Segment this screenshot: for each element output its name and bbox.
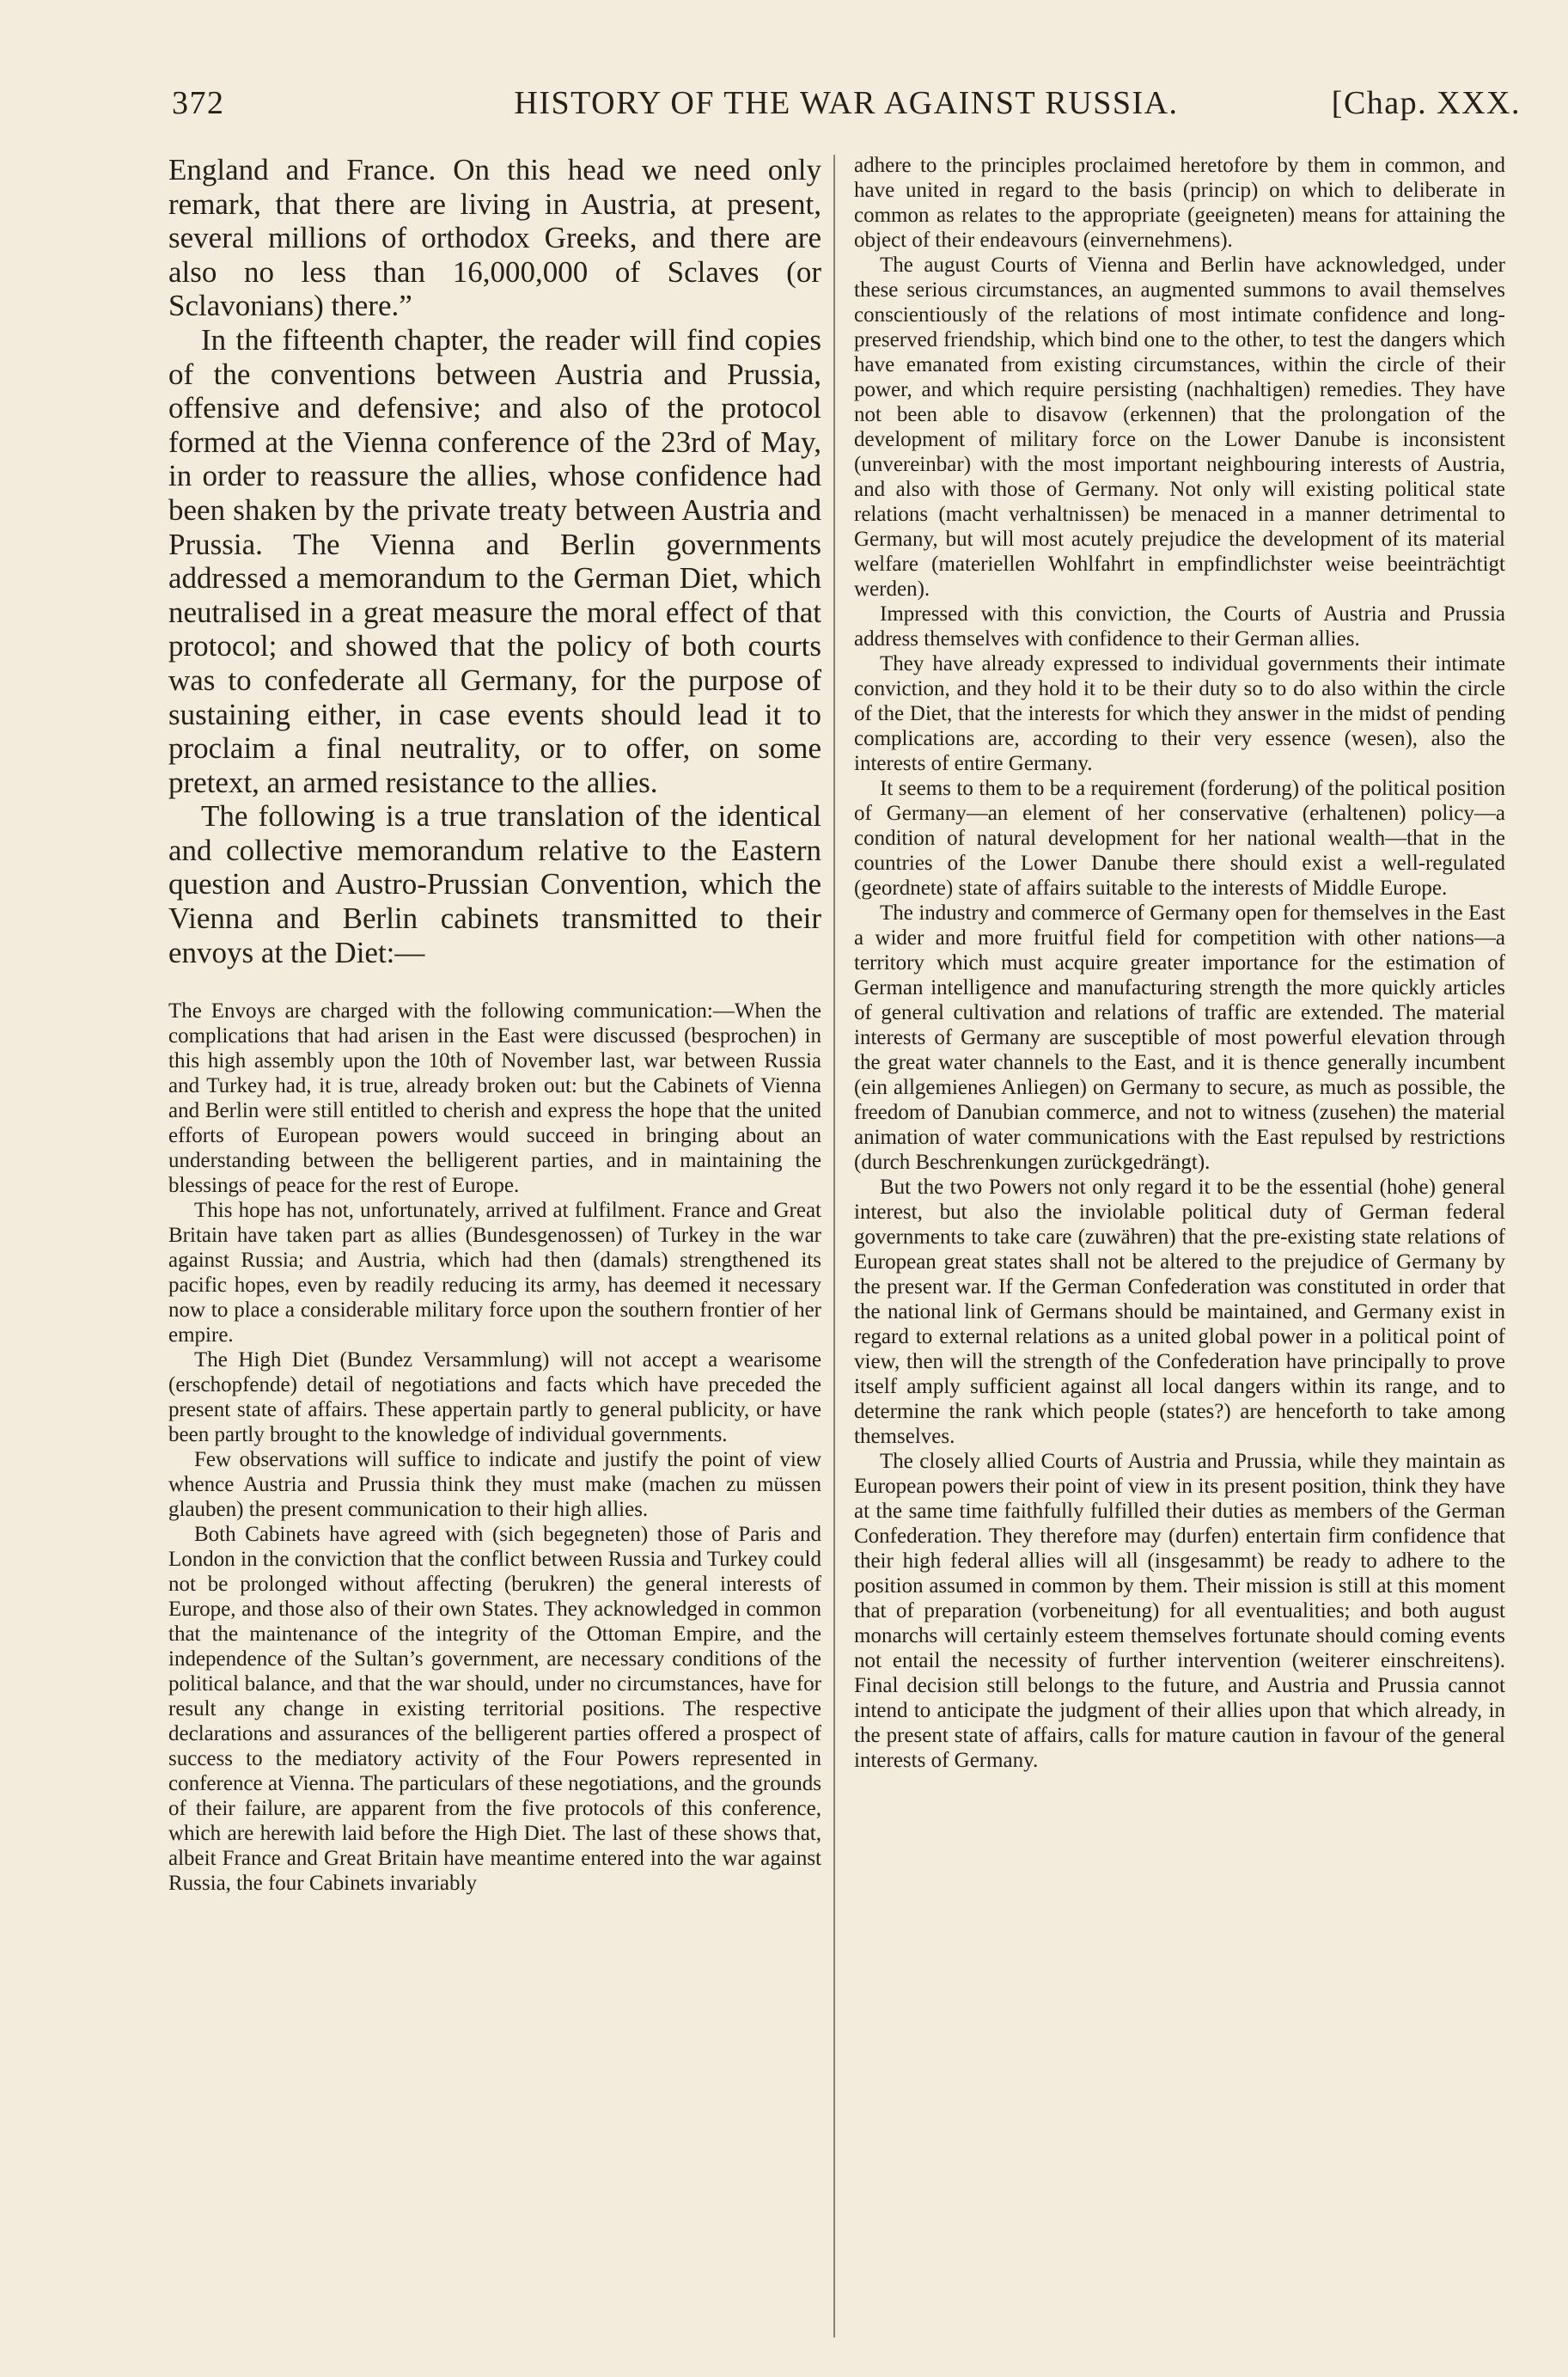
memo-paragraph: The High Diet (Bundez Versammlung) will not accept a wearisome (erschopfende) detail of negotiations and facts which have preceded the present state of affairs. These appertain partly to general publicity, or have been partly brought to the knowledge of individual governments. bbox=[168, 1348, 821, 1447]
memo-paragraph: The closely allied Courts of Austria and Prussia, while they maintain as European powers their point of view in its present position, think they have at the same time faithfully fulfilled their duties as members of the German Confederation. They therefore may (durfen) entertain firm confidence that their high federal allies will all (insgesammt) be ready to adhere to the position assumed in common by them. Their mission is still at this moment that of preparation (vorbeneitung) for all eventualities; and both august monarchs will certainly esteem themselves fortunate should coming events not entail the necessity of further intervention (weiterer einschreitens). Final decision still belongs to the future, and Austria and Prussia cannot intend to anticipate the judgment of their allies upon that which already, in the present state of affairs, calls for mature caution in favour of the general interests of Germany. bbox=[854, 1450, 1505, 1772]
column-divider bbox=[833, 155, 835, 2337]
paragraph: England and France. On this head we need only remark, that there are living in Austria, at present, several millions of orthodox Greeks, and there are also no less than 16,000,000 of Sclaves (or Sclavonians) there.” bbox=[168, 153, 821, 323]
main-text bbox=[168, 153, 821, 969]
memo-paragraph: Both Cabinets have agreed with (sich begegneten) those of Paris and London in the conviction that the conflict between Russia and Turkey could not be prolonged without affecting (berukren) the general interests of Europe, and those also of their own States. They acknowledged in common that the maintenance of the integrity of the Ottoman Empire, and the independence of the Sultan’s government, are necessary conditions of the political balance, and that the war should, under no circumstances, have for result any change in existing territorial positions. The respective declarations and assurances of the belligerent parties offered a prospect of success to the mediatory activity of the Four Powers represented in conference at Vienna. The particulars of these negotiations, and the grounds of their failure, are apparent from the five protocols of this conference, which are herewith laid before the High Diet. The last of these shows that, albeit France and Great Britain have meantime entered into the war against Russia, the four Cabinets invariably bbox=[168, 1523, 821, 1896]
memo-paragraph: It seems to them to be a requirement (forderung) of the political position of Germany—an element of her conservative (erhaltenen) policy—a condition of natural development for her national wealth—that in the countries of the Lower Danube there should exist a well-regulated (geordnete) state of affairs suitable to the interests of Middle Europe. bbox=[854, 777, 1505, 900]
memo-paragraph: The Envoys are charged with the following communication:—When the complications that had arisen in the East were discussed (besprochen) in this high assembly upon the 10th of November last, war between Russia and Turkey had, it is true, already broken out: but the Cabinets of Vienna and Berlin were still entitled to cherish and express the hope that the united efforts of European powers would succeed in bringing about an understanding between the belligerent parties, and in maintaining the blessings of peace for the rest of Europe. bbox=[168, 999, 821, 1198]
memo-paragraph: They have already expressed to individual governments their intimate conviction, and they hold it to be their duty so to do also within the circle of the Diet, that the interests for which they answer in the midst of pending complications are, according to their very essence (wesen), also the interests of entire Germany. bbox=[854, 652, 1505, 775]
memo-paragraph: The august Courts of Vienna and Berlin have acknowledged, under these serious circumstances, an augmented summons to avail themselves conscientiously of the relations of most intimate confidence and long-preserved friendship, which bind one to the other, to test the dangers which have emanated from existing circumstances, within the circle of their power, and which require persisting (nachhaltigen) remedies. They have not been able to disavow (erkennen) that the prolongation of the development of military force on the Lower Danube is inconsistent (unvereinbar) with the most important neighbouring interests of Austria, and also with those of Germany. Not only will existing political state relations (macht verhaltnissen) be menaced in a manner detrimental to Germany, but will most acutely prejudice the development of its material welfare (materiellen Wohlfahrt in empfindlichster weise beeinträchtigt werden). bbox=[854, 254, 1505, 601]
memo-paragraph: The industry and commerce of Germany open for themselves in the East a wider and more fruitful field for competition with other nations—a territory which must acquire greater importance for the estimation of German intelligence and manufacturing strength the more quickly articles of general cultivation and relations of traffic are extended. The material interests of Germany are susceptible of most powerful elevation through the great water channels to the East, and it is thence generally incumbent (ein allgemienes Anliegen) on Germany to secure, as much as possible, the freedom of Danubian commerce, and not to witness (zusehen) the material animation of water communications with the East repulsed by restrictions (durch Beschrenkungen zurückgedrängt). bbox=[854, 901, 1505, 1174]
running-title: HISTORY OF THE WAR AGAINST RUSSIA. bbox=[514, 85, 1179, 121]
memo-paragraph: This hope has not, unfortunately, arrived at fulfilment. France and Great Britain have taken part as allies (Bundesgenossen) of Turkey in the war against Russia; and Austria, which had then (damals) strengthened its pacific hopes, even by readily reducing its army, has deemed it necessary now to place a considerable military force upon the southern frontier of her empire. bbox=[168, 1199, 821, 1347]
page-number: 372 bbox=[172, 85, 225, 121]
running-header bbox=[172, 84, 1521, 127]
right-column bbox=[854, 153, 1505, 1773]
paragraph: In the fifteenth chapter, the reader will find copies of the conventions between Austria and Prussia, offensive and defensive; and also of the protocol formed at the Vienna conference of the 23rd of May, in order to reassure the allies, whose confidence had been shaken by the private treaty between Austria and Prussia. The Vienna and Berlin governments addressed a memorandum to the German Diet, which neutralised in a great measure the moral effect of that protocol; and showed that the policy of both courts was to confederate all Germany, for the purpose of sustaining either, in case events should lead it to proclaim a final neutrality, or to offer, on some pretext, an armed resistance to the allies. bbox=[168, 322, 821, 799]
memo-paragraph: Impressed with this conviction, the Courts of Austria and Prussia address themselves with confidence to their German allies. bbox=[854, 602, 1505, 651]
chapter-label: [Chap. XXX. bbox=[1331, 85, 1521, 121]
memo-paragraph: But the two Powers not only regard it to be the essential (hohe) general interest, but also the inviolable political duty of German federal governments to take care (zuwähren) that the pre-existing state relations of European great states shall not be altered to the prejudice of Germany by the present war. If the German Confederation was constituted in order that the national link of Germans should be maintained, and Germany exist in regard to external relations as a united global power in a political point of view, then will the strength of the Confederation have principally to prove itself amply sufficient against all local dangers within its range, and to determine the rank which people (states?) are henceforth to take among themselves. bbox=[854, 1176, 1505, 1448]
left-column bbox=[168, 153, 821, 1896]
paragraph: The following is a true translation of the identical and collective memorandum relative to the Eastern question and Austro-Prussian Convention, which the Vienna and Berlin cabinets transmitted to their envoys at the Diet:— bbox=[168, 799, 821, 969]
memo-paragraph: adhere to the principles proclaimed heretofore by them in common, and have united in regard to the basis (princip) on which to deliberate in common as relates to the appropriate (geeigneten) means for attaining the object of their endeavours (einvernehmens). bbox=[854, 154, 1505, 252]
memorandum-continued bbox=[854, 153, 1505, 1773]
memorandum-text bbox=[168, 999, 821, 1896]
memo-paragraph: Few observations will suffice to indicate and justify the point of view whence Austria and Prussia think they must make (machen zu müssen glauben) the present communication to their high allies. bbox=[168, 1448, 821, 1522]
